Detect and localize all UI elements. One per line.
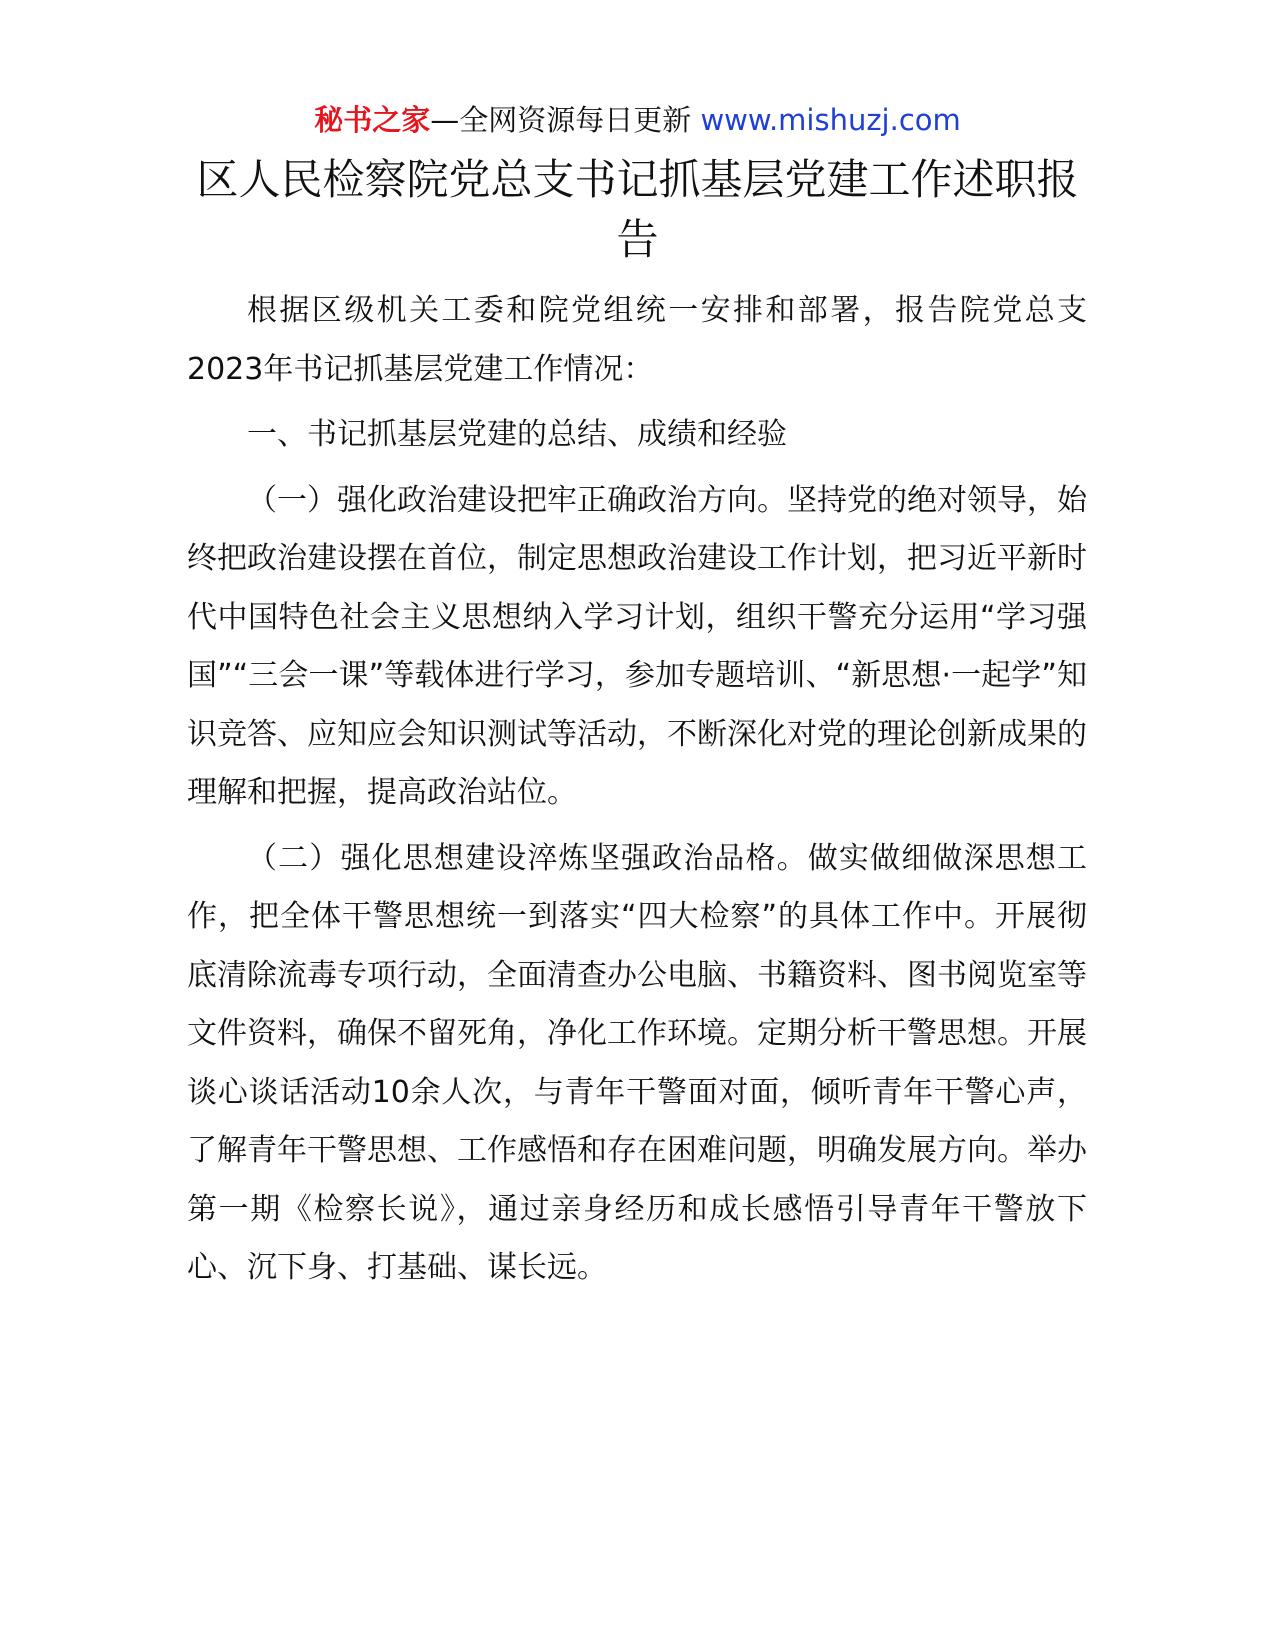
site-header (0, 100, 1275, 140)
header-slogan: —全网资源每日更新 (430, 103, 692, 137)
intro-paragraph: 根据区级机关工委和院党组统一安排和部署，报告院党总支2023年书记抓基层党建工作情况： (187, 293, 1087, 387)
document-title: 区人民检察院党总支书记抓基层党建工作述职报告 (196, 155, 1079, 264)
site-url-link[interactable]: www.mishuzj.com (700, 103, 961, 137)
document-body (187, 282, 1087, 1298)
brand-name: 秘书之家 (314, 103, 431, 137)
body-paragraph: （二）强化思想建设淬炼坚强政治品格。做实做细做深思想工作，把全体干警思想统一到落实“四大检察”的具体工作中。开展彻底清除流毒专项行动，全面清查办公电脑、书籍资料、图书阅览室等文件资料，确保不留死角，净化工作环境。定期分析干警思想。开展谈心谈话活动10余人次，与青年干警面对面，倾听青年干警心声，了解青年干警思想、工作感悟和存在困难问题，明确发展方向。举办第一期《检察长说》，通过亲身经历和成长感悟引导青年干警放下心、沉下身、打基础、谋长远。 (187, 840, 1087, 1285)
body-paragraph: （一）强化政治建设把牢正确政治方向。坚持党的绝对领导，始终把政治建设摆在首位，制定思想政治建设工作计划，把习近平新时代中国特色社会主义思想纳入学习计划，组织干警充分运用“学习强国”“三会一课”等载体进行学习，参加专题培训、“新思想·一起学”知识竞答、应知应会知识测试等活动，不断深化对党的理论创新成果的理解和把握，提高政治站位。 (187, 482, 1087, 810)
section-heading: 一、书记抓基层党建的总结、成绩和经验 (247, 417, 787, 452)
